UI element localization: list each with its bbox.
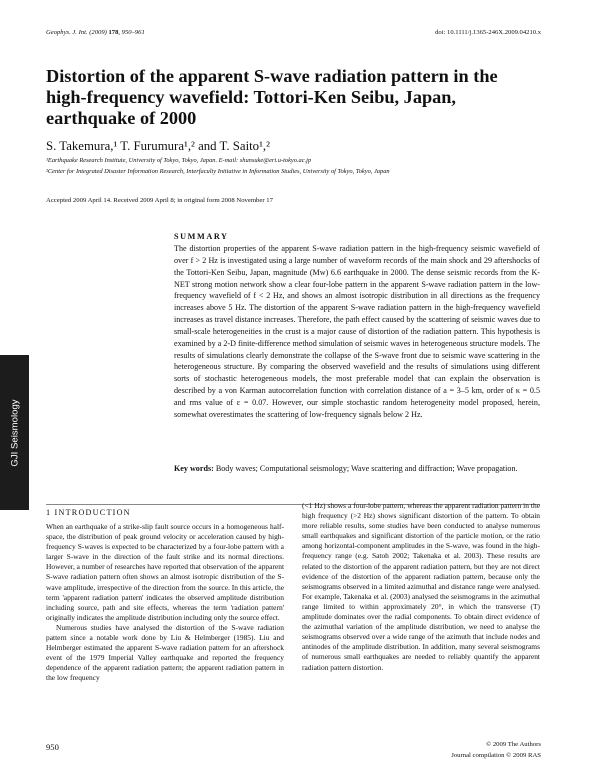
page-number: 950 xyxy=(46,742,59,752)
accepted-dates: Accepted 2009 April 14. Received 2009 April 8; in original form 2008 November 17 xyxy=(46,197,273,204)
keywords-label: Key words: xyxy=(174,464,214,473)
journal-compilation: Journal compilation © 2009 RAS xyxy=(451,752,541,759)
paragraph: Numerous studies have analysed the distortion of the S-wave radiation pattern since a notable work done by Liu & Helmberger (1985). Liu and Helmberger estimated the apparent S-wave radiation pattern for an aftershock event of the 1979 Imperial Valley earthquake and reported the frequency dependence of the apparent radiation pattern; the apparent radiation pattern in the low frequency xyxy=(46,622,284,683)
journal-year: (2009) xyxy=(89,29,107,36)
copyright: © 2009 The Authors xyxy=(486,741,541,748)
paragraph: When an earthquake of a strike-slip fault source occurs in a homogeneous half-space, the distribution of peak ground velocity or acceleration caused by high-frequency S-waves is expected to be characterized by a four-lobe pattern with a larger S-wave in the direction of the fault strike and its normal directions. However, a number of researches have reported that observation of the apparent S-wave radiation pattern often shows an almost isotropic distribution of the S-wave amplitude, irrespective of the direction from the source. In this article, the term 'apparent radiation pattern' indicates the observed amplitude distribution including source, path and site effects, whereas the term 'radiation pattern' originally indicates the amplitude distribution including only the source effect. xyxy=(46,522,285,622)
doi[interactable]: doi: 10.1111/j.1365-246X.2009.04210.x xyxy=(435,29,541,36)
keywords xyxy=(174,463,540,475)
journal-citation xyxy=(46,29,145,36)
journal-name: Geophys. J. Int. xyxy=(46,29,88,36)
affiliation-1: ¹Earthquake Research Institute, University of Tokyo, Tokyo, Japan. E-mail: shunsuke@eri.u-tokyo.ac.jp xyxy=(46,157,312,164)
body-column-right xyxy=(302,501,540,673)
affiliation-2: ²Center for Integrated Disaster Information Research, Interfaculty Initiative in Information Studies, University of Tokyo, Tokyo, Japan xyxy=(46,168,390,175)
paper-title: Distortion of the apparent S-wave radiation pattern in the high-frequency wavefield: Tottori-Ken Seibu, Japan, earthquake of 2000 xyxy=(46,66,498,128)
summary-heading: SUMMARY xyxy=(174,232,229,241)
paragraph: (<1 Hz) shows a four-lobe pattern, whereas the apparent radiation pattern in the high frequency (>2 Hz) shows significant distortion of the pattern. To obtain more reliable results, some studies have been conducted to analyse numerous small earthquakes and significant distortion of the particle motion, or the ratio among horizontal-component amplitudes in the S-wave, was found in the high-frequency range (e.g. Satoh 2002; Takenaka et al. 2003). These results are related to the distortion of the apparent radiation pattern, but they are not direct evidence of the distortion of the apparent radiation pattern, because only the seismograms observed in a limited azimuthal and distance range were analysed. For example, Takenaka et al. (2003) analysed the seismograms in the azimuthal range limited to within approximately 20°, in which the transverse (T) amplitude dominates over the radial components. To obtain direct evidence of the azimuthal variation of the amplitude distribution, we need to analyse the seismograms observed over a wide range of the azimuth that include nodes and antinodes of the amplitude distribution. In addition, many several seismograms of numerous small earthquakes are needed to reliably quantify the apparent radiation pattern distortion. xyxy=(302,501,540,672)
journal-pages: , 950–961 xyxy=(118,29,145,36)
body-column-left xyxy=(46,522,284,684)
section-heading-introduction: 1 INTRODUCTION xyxy=(46,508,131,517)
section-sidebar-label-box xyxy=(1,368,29,498)
keywords-text: Body waves; Computational seismology; Wave scattering and diffraction; Wave propagation. xyxy=(215,464,518,473)
authors: S. Takemura,¹ T. Furumura¹,² and T. Saito¹,² xyxy=(46,139,270,153)
section-sidebar-label: GJI Seismology xyxy=(9,399,21,467)
summary-text: The distortion properties of the apparent S-wave radiation pattern in the high-frequency seismic wavefield of over f > 2 Hz is investigated using a large number of waveform records of the main shock and 29 aftershocks of the Tottori-Ken Seibu, Japan, magnitude (Mw) 6.6 earthquake in 2000. The dense seismic records from the K-NET strong motion network show a clear four-lobe pattern in the apparent S-wave radiation pattern in the low-frequency wavefield of f < 2 Hz, and shows an almost isotropic distribution in all directions as the frequency increases above 5 Hz. The distortion of the apparent S-wave radiation pattern in the high-frequency wavefield increases as travel distance increases. Therefore, the path effect caused by the scattering of seismic waves due to small-scale heterogeneities in the crust is a major cause of distortion of the radiation pattern. This hypothesis is examined by a 2-D finite-difference method simulation of seismic waves in heterogeneous structure models. The results of simulations clearly demonstrate the collapse of the S-wave front due to seismic wave scattering in the heterogeneous structure. By comparing the observed wavefield and the results of simulations using different sorts of stochastic heterogeneous models, the most preferable model that can explain the observation is described by a von Karman autocorrelation function with correlation distance of a = 3–5 km, order of κ = 0.5 and rms value of ε = 0.07. However, our simple stochastic random heterogeneity model proposed, herein, somewhat overestimates the scattering of low-frequency signals below 2 Hz. xyxy=(174,244,540,419)
journal-volume: 178 xyxy=(108,29,119,36)
